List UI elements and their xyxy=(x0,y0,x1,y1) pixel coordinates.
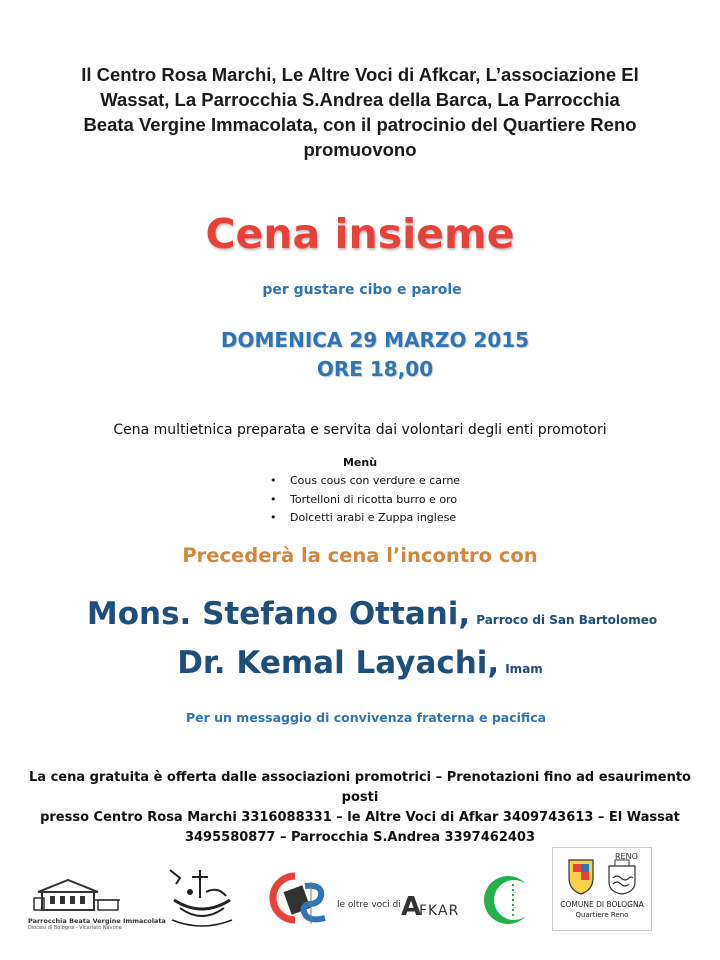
speaker-1 xyxy=(0,596,720,632)
crescent-icon xyxy=(482,872,534,928)
afkar-initial: A xyxy=(401,892,422,922)
quartiere-name: Quartiere Reno xyxy=(575,911,629,919)
parrocchia-name: Parrocchia Beata Vergine Immacolata xyxy=(28,917,166,925)
speaker-name: Mons. Stefano Ottani, xyxy=(86,596,471,632)
preceded-heading: Precederà la cena l’incontro con xyxy=(182,544,538,567)
footer-line: La cena gratuita è offerta dalle associazioni promotrici – Prenotazioni fino ad esaurimento posti xyxy=(29,770,691,805)
intro-line: Beata Vergine Immacolata, con il patrocinio del Quartiere Reno xyxy=(83,114,637,135)
speaker-name: Dr. Kemal Layachi, xyxy=(177,645,500,681)
parrocchia-diocese: Diocesi di Bologna - Vicariato Navone xyxy=(28,925,122,931)
boat-cross-icon xyxy=(166,862,238,932)
crm-monogram-icon xyxy=(265,868,337,930)
afkar-logo xyxy=(337,872,463,930)
message-text: Per un messaggio di convivenza fraterna e pacifica xyxy=(185,710,547,725)
afkar-tagline: le oltre voci di xyxy=(337,900,401,910)
coat-of-arms-icon xyxy=(563,856,643,896)
intro-line: promuovono xyxy=(303,139,417,160)
footer-line: presso Centro Rosa Marchi 3316088331 – le Altre Voci di Afkar 3409743613 – El Wassat xyxy=(40,810,680,825)
reno-label: RENO xyxy=(615,852,638,861)
event-description: Cena multietnica preparata e servita dai volontari degli enti promotori xyxy=(113,422,607,438)
el-wassat-logo xyxy=(482,872,534,928)
event-day: DOMENICA 29 MARZO 2015 xyxy=(220,328,530,352)
comune-name: COMUNE DI BOLOGNA xyxy=(560,900,644,909)
event-date xyxy=(200,326,550,384)
menu-item: • Tortelloni di ricotta burro e oro xyxy=(270,491,530,510)
sandrea-logo xyxy=(166,862,238,932)
intro-text xyxy=(20,62,700,162)
menu-item: • Dolcetti arabi e Zuppa inglese xyxy=(270,509,530,528)
parrocchia-logo xyxy=(28,878,166,931)
speaker-role: Parroco di San Bartolomeo xyxy=(476,613,658,627)
intro-line: Il Centro Rosa Marchi, Le Altre Voci di Afkcar, L’associazione El xyxy=(81,64,639,85)
event-subtitle: per gustare cibo e parole xyxy=(262,282,462,298)
afkar-brand: FKAR xyxy=(419,903,460,919)
speaker-2 xyxy=(0,645,720,681)
church-icon xyxy=(28,878,138,912)
intro-line: Wassat, La Parrocchia S.Andrea della Barca, La Parrocchia xyxy=(100,89,620,110)
footer-info xyxy=(20,768,700,848)
menu-item: • Cous cous con verdure e carne xyxy=(270,472,530,491)
rosa-marchi-logo xyxy=(265,868,337,930)
speaker-role: Imam xyxy=(505,662,543,676)
menu-list xyxy=(270,472,530,528)
event-time: ORE 18,00 xyxy=(316,357,434,381)
comune-bologna-logo xyxy=(552,847,652,931)
footer-line: 3495580877 – Parrocchia S.Andrea 3397462403 xyxy=(184,830,536,845)
menu-title: Menù xyxy=(342,456,378,469)
event-title: Cena insieme xyxy=(205,210,515,258)
